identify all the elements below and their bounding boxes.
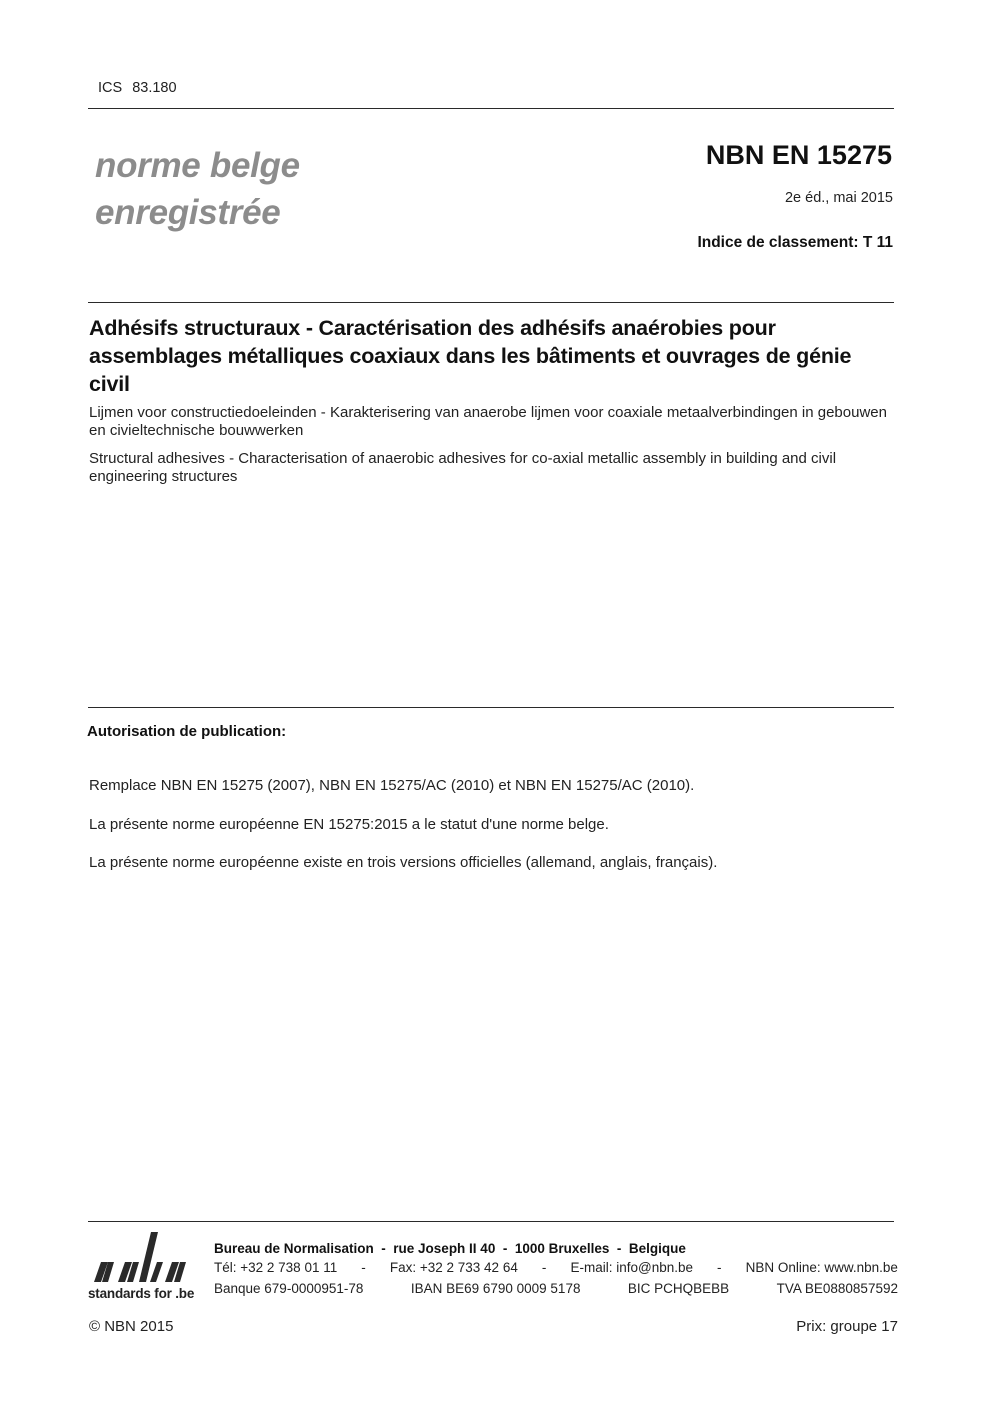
phone-number: Tél: +32 2 738 01 11 — [214, 1260, 338, 1275]
title-english: Structural adhesives - Characterisation of anaerobic adhesives for co-axial metallic assembly in building and civil engineering structures — [89, 450, 837, 485]
title-dutch: Lijmen voor constructiedoeleinden - Karakterisering van anaerobe lijmen voor coaxiale metaalverbindingen in gebouwen en civieltechnische bouwwerken — [89, 404, 887, 439]
price-group: Prix: groupe 17 — [796, 1318, 898, 1335]
footer-divider — [88, 1221, 894, 1222]
ics-label: ICS — [98, 80, 123, 96]
logo-tagline: standards for .be — [88, 1286, 195, 1301]
brand-line-1: norme belge — [95, 146, 300, 185]
title-french: Adhésifs structuraux - Caractérisation des adhésifs anaérobies pour assemblages métalliques coaxiaux dans les bâtiments et ouvrages de génie civil — [89, 316, 852, 396]
separator: - — [541, 1260, 547, 1275]
copyright: © NBN 2015 — [89, 1318, 174, 1335]
iban: IBAN BE69 6790 0009 5178 — [410, 1281, 581, 1296]
vat-number: TVA BE0880857592 — [776, 1281, 898, 1296]
separator: - — [717, 1260, 722, 1275]
edition-date: 2e éd., mai 2015 — [784, 190, 893, 206]
website: NBN Online: www.nbn.be — [745, 1260, 898, 1275]
classification-index: Indice de classement: T 11 — [697, 234, 893, 251]
contact-line — [214, 1260, 898, 1275]
bank-line — [214, 1281, 898, 1296]
email-address: E-mail: info@nbn.be — [570, 1260, 693, 1275]
status-paragraph: La présente norme européenne EN 15275:2015 a le statut d'une norme belge. — [89, 816, 609, 833]
title-divider — [88, 302, 894, 303]
bic: BIC PCHQBEBB — [627, 1281, 730, 1296]
separator: - — [361, 1260, 366, 1275]
brand-title — [95, 142, 300, 236]
address-line: Bureau de Normalisation - rue Joseph II 40 - 1000 Bruxelles - Belgique — [214, 1241, 686, 1256]
ics-classification — [98, 80, 177, 96]
brand-line-2: enregistrée — [95, 193, 281, 232]
standard-number: NBN EN 15275 — [705, 140, 892, 170]
replaces-paragraph: Remplace NBN EN 15275 (2007), NBN EN 15275/AC (2010) et NBN EN 15275/AC (2010). — [89, 777, 695, 794]
ics-code: 83.180 — [132, 80, 177, 96]
authorisation-heading: Autorisation de publication: — [87, 723, 287, 740]
top-divider — [88, 108, 894, 109]
versions-paragraph: La présente norme européenne existe en trois versions officielles (allemand, anglais, français). — [89, 854, 718, 871]
bank-account: Banque 679-0000951-78 — [214, 1281, 364, 1296]
authorisation-divider — [88, 707, 894, 708]
fax-number: Fax: +32 2 733 42 64 — [389, 1260, 518, 1275]
